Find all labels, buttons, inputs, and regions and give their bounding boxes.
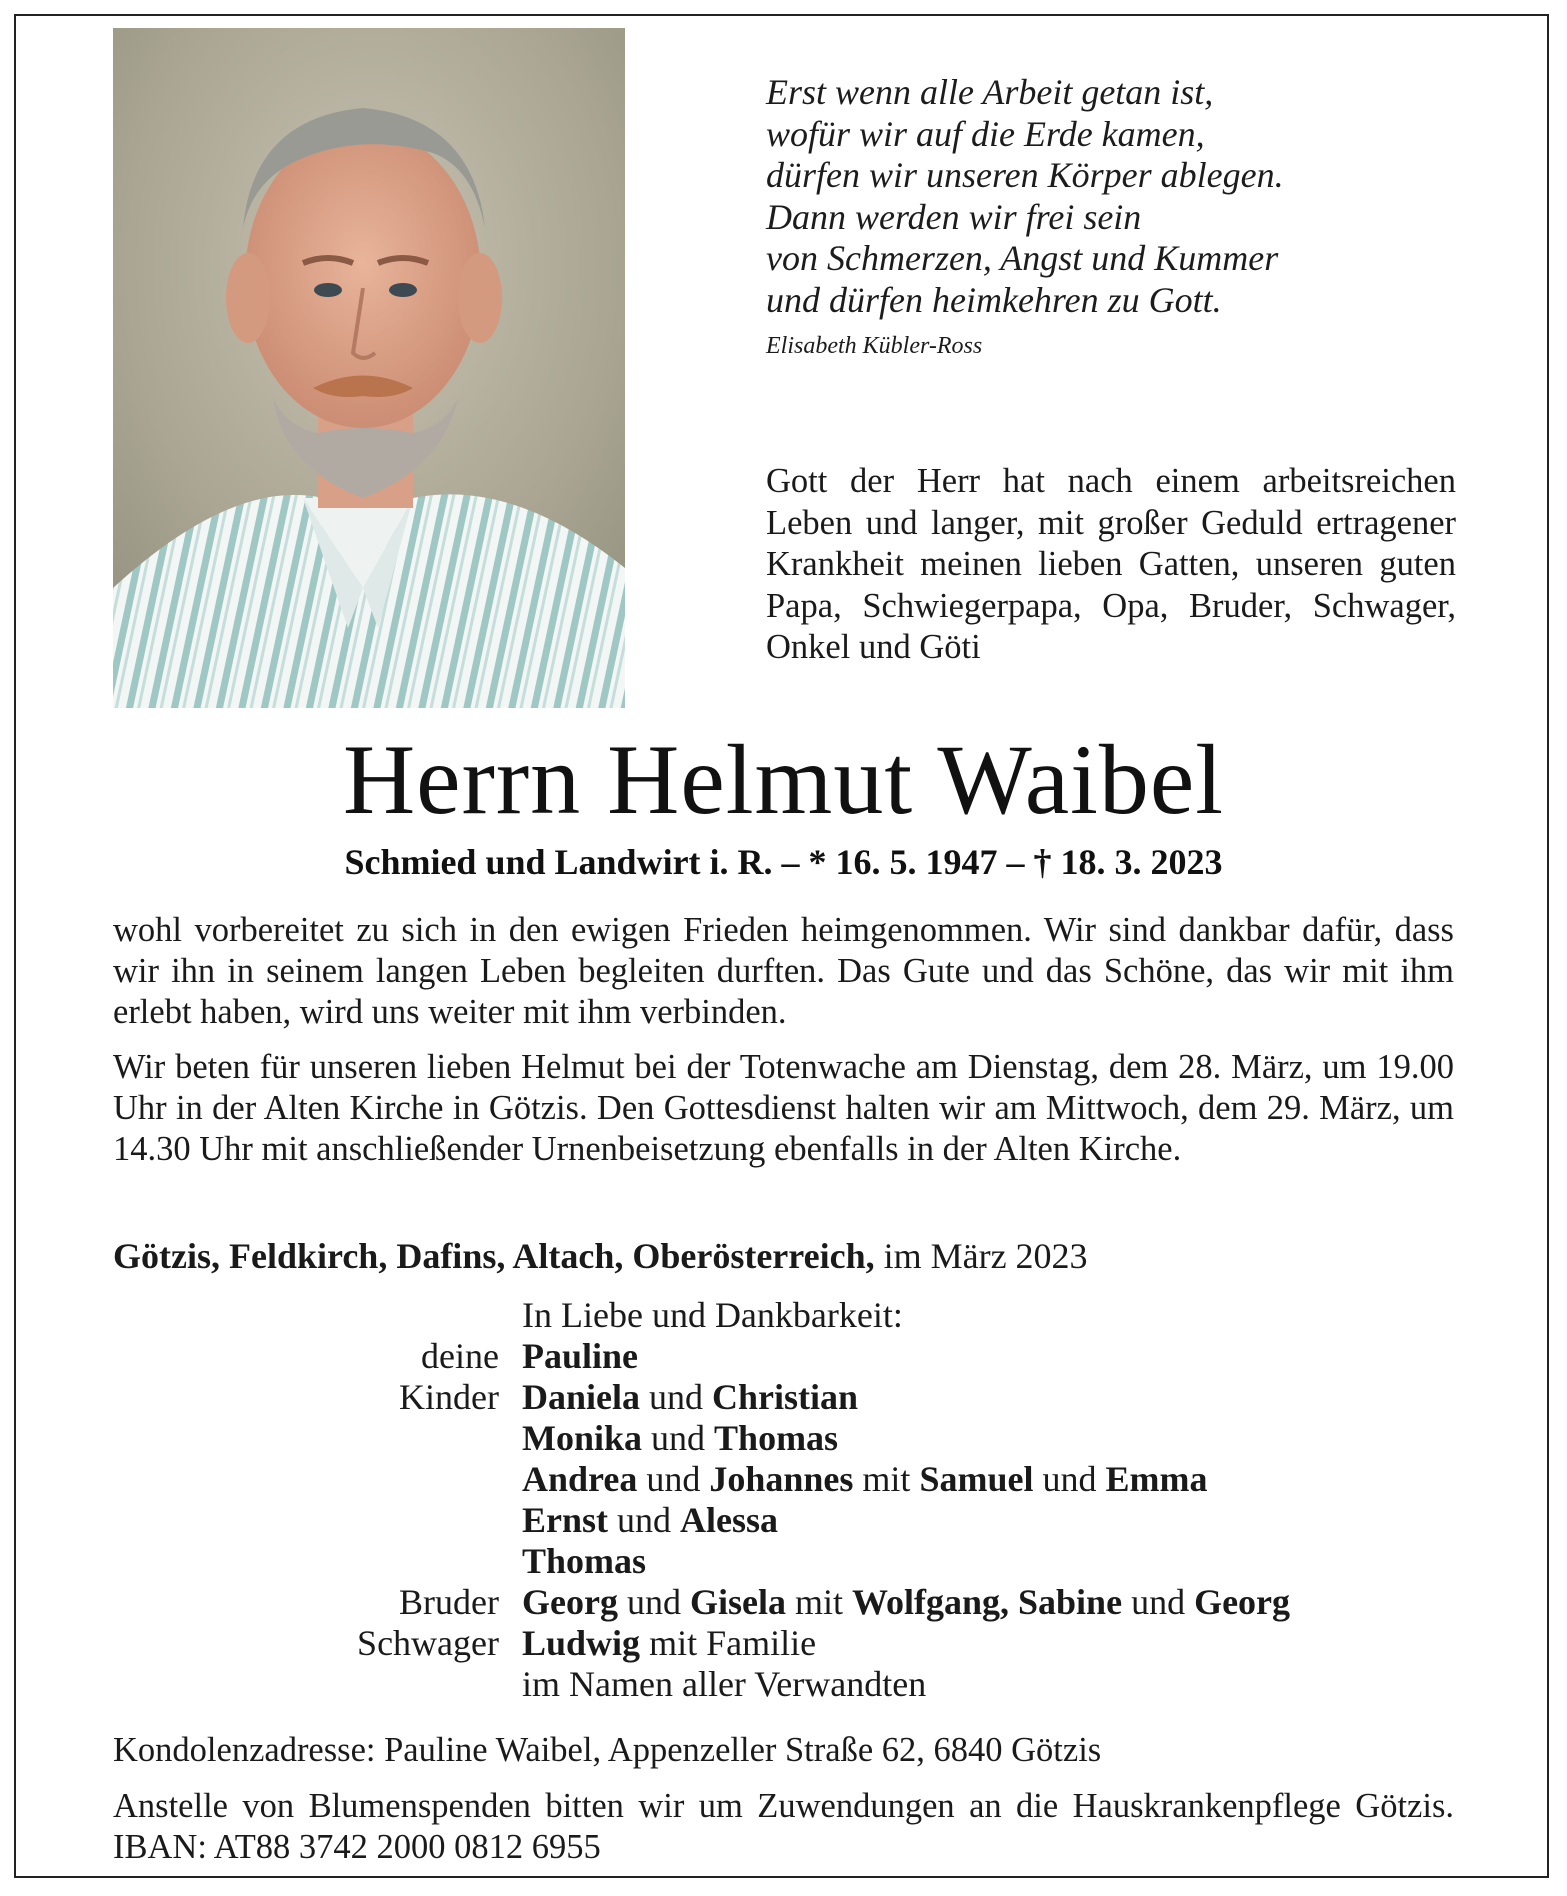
signature-name: Ludwig (522, 1623, 641, 1663)
signature-label: deine (421, 1336, 499, 1376)
signature-row (0, 1664, 1567, 1705)
portrait-photo (113, 28, 625, 708)
condolence-address: Kondolenzadresse: Pauline Waibel, Appenzeller Straße 62, 6840 Götzis (113, 1731, 1102, 1769)
signature-row (0, 1541, 1567, 1582)
signature-row (0, 1623, 1567, 1664)
signature-name: Monika (522, 1418, 643, 1458)
deceased-name: Herrn Helmut Waibel (342, 724, 1225, 835)
signature-row (0, 1500, 1567, 1541)
signature-conjunction: und (608, 1500, 681, 1540)
signature-name: Emma (1105, 1459, 1208, 1499)
signature-conjunction: mit (785, 1582, 852, 1622)
signature-name: Thomas (714, 1418, 839, 1458)
deceased-subtitle: Schmied und Landwirt i. R. – * 16. 5. 1947 – † 18. 3. 2023 (344, 842, 1223, 882)
signature-label: Schwager (357, 1623, 499, 1663)
intro-text: Gott der Herr hat nach einem arbeitsreichen Leben und langer, mit großer Geduld ertragener Krankheit meinen lieben Gatten, unseren guten Papa, Schwiegerpapa, Opa, Bruder, Schwager, Onkel und Göti (766, 462, 1456, 666)
signature-label: Bruder (399, 1582, 499, 1622)
signature-conjunction: und (637, 1459, 710, 1499)
signature-name: Daniela (522, 1377, 641, 1417)
places-towns: Götzis, Feldkirch, Dafins, Altach, Oberösterreich, (113, 1236, 875, 1276)
signature-name: Johannes (709, 1459, 854, 1499)
poem-line: Erst wenn alle Arbeit getan ist, (766, 72, 1214, 112)
signature-row (0, 1377, 1567, 1418)
signature-name: Gisela (689, 1582, 786, 1622)
poem-line: und dürfen heimkehren zu Gott. (766, 279, 1222, 320)
signature-conjunction: und (640, 1377, 713, 1417)
signature-heading: In Liebe und Dankbarkeit: (522, 1295, 903, 1335)
signature-row (0, 1295, 1567, 1336)
signature-names (522, 1377, 858, 1418)
signature-conjunction: und (1122, 1582, 1195, 1622)
signature-name: Georg (1194, 1582, 1291, 1622)
signature-name: Alessa (680, 1500, 779, 1540)
signature-conjunction: und (617, 1582, 690, 1622)
signature-names (522, 1418, 838, 1459)
paragraph-farewell: wohl vorbereitet zu sich in den ewigen Frieden heimgenommen. Wir sind dankbar dafür, dass wir ihn in seinem langen Leben begleiten durften. Das Gute und das Schöne, das wir mit ihm erlebt haben, wird uns weiter mit ihm verbinden. (113, 911, 1454, 1031)
signature-conjunction: und (1033, 1459, 1106, 1499)
donation-note: Anstelle von Blumenspenden bitten wir um Zuwendungen an die Hauskrankenpflege Götzis. IBAN: AT88 3742 2000 0812 6955 (113, 1787, 1454, 1866)
places-line (113, 1234, 1454, 1278)
signature-names (522, 1541, 646, 1582)
signature-name: Thomas (522, 1541, 647, 1581)
signature-name: Andrea (522, 1459, 638, 1499)
poem-line: dürfen wir unseren Körper ablegen. (766, 155, 1284, 195)
signature-names (522, 1336, 638, 1377)
signature-name: Samuel (919, 1459, 1034, 1499)
signature-name: Ernst (522, 1500, 609, 1540)
signature-name: Christian (712, 1377, 859, 1417)
signature-names (522, 1500, 778, 1541)
signature-footer: im Namen aller Verwandten (522, 1664, 927, 1704)
poem-author: Elisabeth Kübler-Ross (766, 333, 983, 359)
signature-label: Kinder (399, 1377, 499, 1417)
poem-line: wofür wir auf die Erde kamen, (766, 113, 1205, 154)
signature-conjunction: mit Familie (640, 1623, 817, 1663)
signatures (0, 1295, 1567, 1705)
signature-conjunction: mit (853, 1459, 920, 1499)
poem-line: Dann werden wir frei sein (766, 196, 1142, 237)
signature-row (0, 1418, 1567, 1459)
paragraph-services: Wir beten für unseren lieben Helmut bei der Totenwache am Dienstag, dem 28. März, um 19.00 Uhr in der Alten Kirche in Götzis. Den Gottesdienst halten wir am Mittwoch, dem 29. März, um 14.30 Uhr mit anschließender Urnenbeisetzung ebenfalls in der Alten Kirche. (113, 1048, 1454, 1168)
signature-row (0, 1459, 1567, 1500)
signature-row (0, 1582, 1567, 1623)
signature-row (0, 1336, 1567, 1377)
signature-name: Wolfgang, Sabine (851, 1582, 1123, 1622)
poem (766, 72, 1486, 361)
signature-names (522, 1623, 816, 1664)
signature-conjunction: und (642, 1418, 715, 1458)
signature-name: Pauline (522, 1336, 639, 1376)
signature-name: Georg (522, 1582, 618, 1622)
signature-names (522, 1582, 1290, 1623)
poem-line: von Schmerzen, Angst und Kummer (766, 238, 1279, 278)
signature-names (522, 1459, 1207, 1500)
places-date: im März 2023 (874, 1236, 1088, 1276)
portrait-illustration (113, 28, 625, 708)
